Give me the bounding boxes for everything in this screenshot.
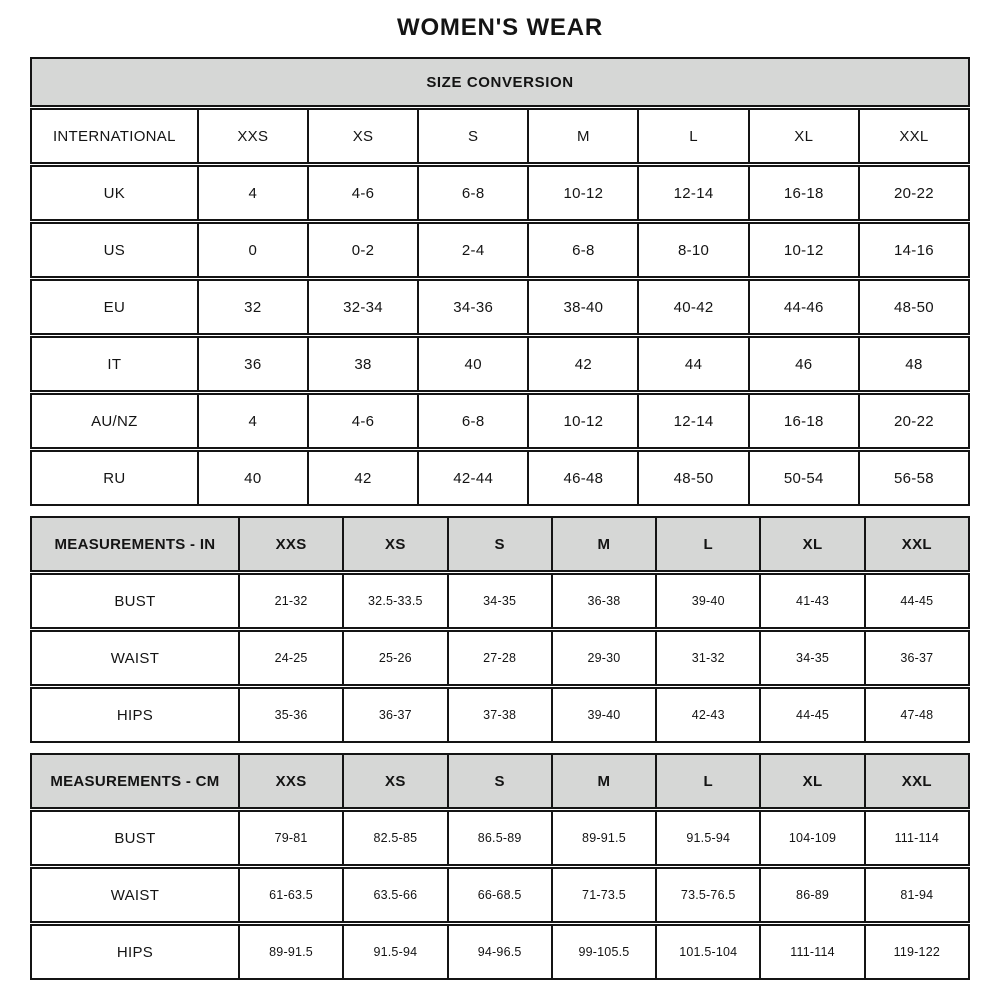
size-cell: 38-40 <box>527 281 637 333</box>
size-cell: 111-114 <box>864 812 968 864</box>
size-cell: 4-6 <box>307 395 417 447</box>
size-column-header: XXL <box>864 755 968 807</box>
size-column-header: XXS <box>197 110 307 162</box>
table-row <box>30 165 970 221</box>
size-cell: 40 <box>197 452 307 504</box>
page-title: WOMEN'S WEAR <box>397 14 603 41</box>
size-conversion-table <box>30 57 970 506</box>
size-column-header: L <box>637 110 747 162</box>
size-cell: 32.5-33.5 <box>342 575 446 627</box>
size-cell: 4 <box>197 395 307 447</box>
table-row <box>30 336 970 392</box>
size-cell: 42 <box>307 452 417 504</box>
size-cell: 89-91.5 <box>238 926 342 978</box>
size-cell: 48-50 <box>858 281 968 333</box>
table-row <box>30 393 970 449</box>
table-title-row <box>30 57 970 107</box>
table-row <box>30 450 970 506</box>
size-cell: 16-18 <box>748 167 858 219</box>
size-cell: 10-12 <box>527 395 637 447</box>
size-cell: 6-8 <box>417 395 527 447</box>
size-cell: 40 <box>417 338 527 390</box>
size-cell: 86.5-89 <box>447 812 551 864</box>
size-cell: 34-35 <box>759 632 863 684</box>
size-cell: 111-114 <box>759 926 863 978</box>
row-label-header: INTERNATIONAL <box>52 127 176 145</box>
size-cell: 31-32 <box>655 632 759 684</box>
size-cell: 44-45 <box>864 575 968 627</box>
size-cell: 104-109 <box>759 812 863 864</box>
size-cell: 39-40 <box>655 575 759 627</box>
size-cell: 41-43 <box>759 575 863 627</box>
size-column-header: XL <box>759 518 863 570</box>
size-cell: 29-30 <box>551 632 655 684</box>
row-label: HIPS <box>116 706 154 724</box>
size-column-header: XS <box>342 518 446 570</box>
size-cell: 14-16 <box>858 224 968 276</box>
size-cell: 16-18 <box>748 395 858 447</box>
size-column-header: S <box>447 518 551 570</box>
size-cell: 6-8 <box>527 224 637 276</box>
size-cell: 42-43 <box>655 689 759 741</box>
column-header-row <box>30 108 970 164</box>
size-cell: 36-37 <box>864 632 968 684</box>
size-column-header: XS <box>342 755 446 807</box>
size-cell: 36-38 <box>551 575 655 627</box>
size-cell: 27-28 <box>447 632 551 684</box>
size-cell: 38 <box>307 338 417 390</box>
size-column-header: S <box>417 110 527 162</box>
size-cell: 119-122 <box>864 926 968 978</box>
measurements-cm-table <box>30 753 970 980</box>
size-cell: 6-8 <box>417 167 527 219</box>
size-cell: 10-12 <box>527 167 637 219</box>
size-column-header: XXL <box>858 110 968 162</box>
size-column-header: M <box>551 518 655 570</box>
size-cell: 37-38 <box>447 689 551 741</box>
size-cell: 101.5-104 <box>655 926 759 978</box>
size-column-header: XXS <box>238 755 342 807</box>
size-cell: 89-91.5 <box>551 812 655 864</box>
size-cell: 32-34 <box>307 281 417 333</box>
size-cell: 44 <box>637 338 747 390</box>
size-cell: 0 <box>197 224 307 276</box>
table-row <box>30 924 970 980</box>
measurements-in-table <box>30 516 970 743</box>
size-column-header: S <box>447 755 551 807</box>
size-cell: 36-37 <box>342 689 446 741</box>
row-label: WAIST <box>110 649 160 667</box>
size-cell: 36 <box>197 338 307 390</box>
size-column-header: XXL <box>864 518 968 570</box>
size-cell: 61-63.5 <box>238 869 342 921</box>
size-cell: 34-36 <box>417 281 527 333</box>
size-cell: 44-45 <box>759 689 863 741</box>
size-cell: 12-14 <box>637 167 747 219</box>
size-cell: 79-81 <box>238 812 342 864</box>
size-cell: 71-73.5 <box>551 869 655 921</box>
size-cell: 99-105.5 <box>551 926 655 978</box>
table-title: SIZE CONVERSION <box>426 73 574 91</box>
row-label: EU <box>103 298 126 316</box>
size-column-header: L <box>655 755 759 807</box>
size-column-header: M <box>551 755 655 807</box>
size-cell: 0-2 <box>307 224 417 276</box>
size-cell: 56-58 <box>858 452 968 504</box>
row-label: US <box>103 241 126 259</box>
size-cell: 47-48 <box>864 689 968 741</box>
size-cell: 20-22 <box>858 395 968 447</box>
size-cell: 50-54 <box>748 452 858 504</box>
size-cell: 8-10 <box>637 224 747 276</box>
size-cell: 39-40 <box>551 689 655 741</box>
size-cell: 63.5-66 <box>342 869 446 921</box>
row-label: BUST <box>114 592 156 610</box>
size-cell: 48-50 <box>637 452 747 504</box>
size-cell: 42 <box>527 338 637 390</box>
table-row <box>30 810 970 866</box>
size-column-header: L <box>655 518 759 570</box>
size-column-header: XL <box>759 755 863 807</box>
row-label: RU <box>103 469 126 487</box>
size-cell: 2-4 <box>417 224 527 276</box>
size-cell: 21-32 <box>238 575 342 627</box>
table-row <box>30 630 970 686</box>
size-cell: 82.5-85 <box>342 812 446 864</box>
size-column-header: M <box>527 110 637 162</box>
size-cell: 40-42 <box>637 281 747 333</box>
size-cell: 46-48 <box>527 452 637 504</box>
size-column-header: XL <box>748 110 858 162</box>
column-header-row <box>30 753 970 809</box>
size-cell: 91.5-94 <box>342 926 446 978</box>
size-cell: 24-25 <box>238 632 342 684</box>
row-label: IT <box>107 355 122 373</box>
size-cell: 66-68.5 <box>447 869 551 921</box>
row-label: WAIST <box>110 886 160 904</box>
row-label: AU/NZ <box>91 412 138 430</box>
size-cell: 81-94 <box>864 869 968 921</box>
size-cell: 4 <box>197 167 307 219</box>
size-cell: 46 <box>748 338 858 390</box>
size-cell: 42-44 <box>417 452 527 504</box>
size-cell: 25-26 <box>342 632 446 684</box>
size-cell: 4-6 <box>307 167 417 219</box>
row-label: BUST <box>114 829 156 847</box>
row-label: HIPS <box>116 943 154 961</box>
size-column-header: XXS <box>238 518 342 570</box>
size-cell: 94-96.5 <box>447 926 551 978</box>
row-label-header: MEASUREMENTS - IN <box>32 518 238 570</box>
table-row <box>30 573 970 629</box>
size-cell: 32 <box>197 281 307 333</box>
table-row <box>30 279 970 335</box>
size-cell: 86-89 <box>759 869 863 921</box>
table-row <box>30 867 970 923</box>
size-cell: 10-12 <box>748 224 858 276</box>
size-cell: 48 <box>858 338 968 390</box>
table-row <box>30 222 970 278</box>
size-cell: 73.5-76.5 <box>655 869 759 921</box>
row-label-header: MEASUREMENTS - CM <box>32 755 238 807</box>
size-cell: 91.5-94 <box>655 812 759 864</box>
column-header-row <box>30 516 970 572</box>
size-chart-sheet <box>30 0 970 980</box>
size-cell: 35-36 <box>238 689 342 741</box>
size-cell: 34-35 <box>447 575 551 627</box>
size-cell: 12-14 <box>637 395 747 447</box>
row-label: UK <box>103 184 126 202</box>
size-column-header: XS <box>307 110 417 162</box>
table-row <box>30 687 970 743</box>
size-cell: 44-46 <box>748 281 858 333</box>
size-cell: 20-22 <box>858 167 968 219</box>
